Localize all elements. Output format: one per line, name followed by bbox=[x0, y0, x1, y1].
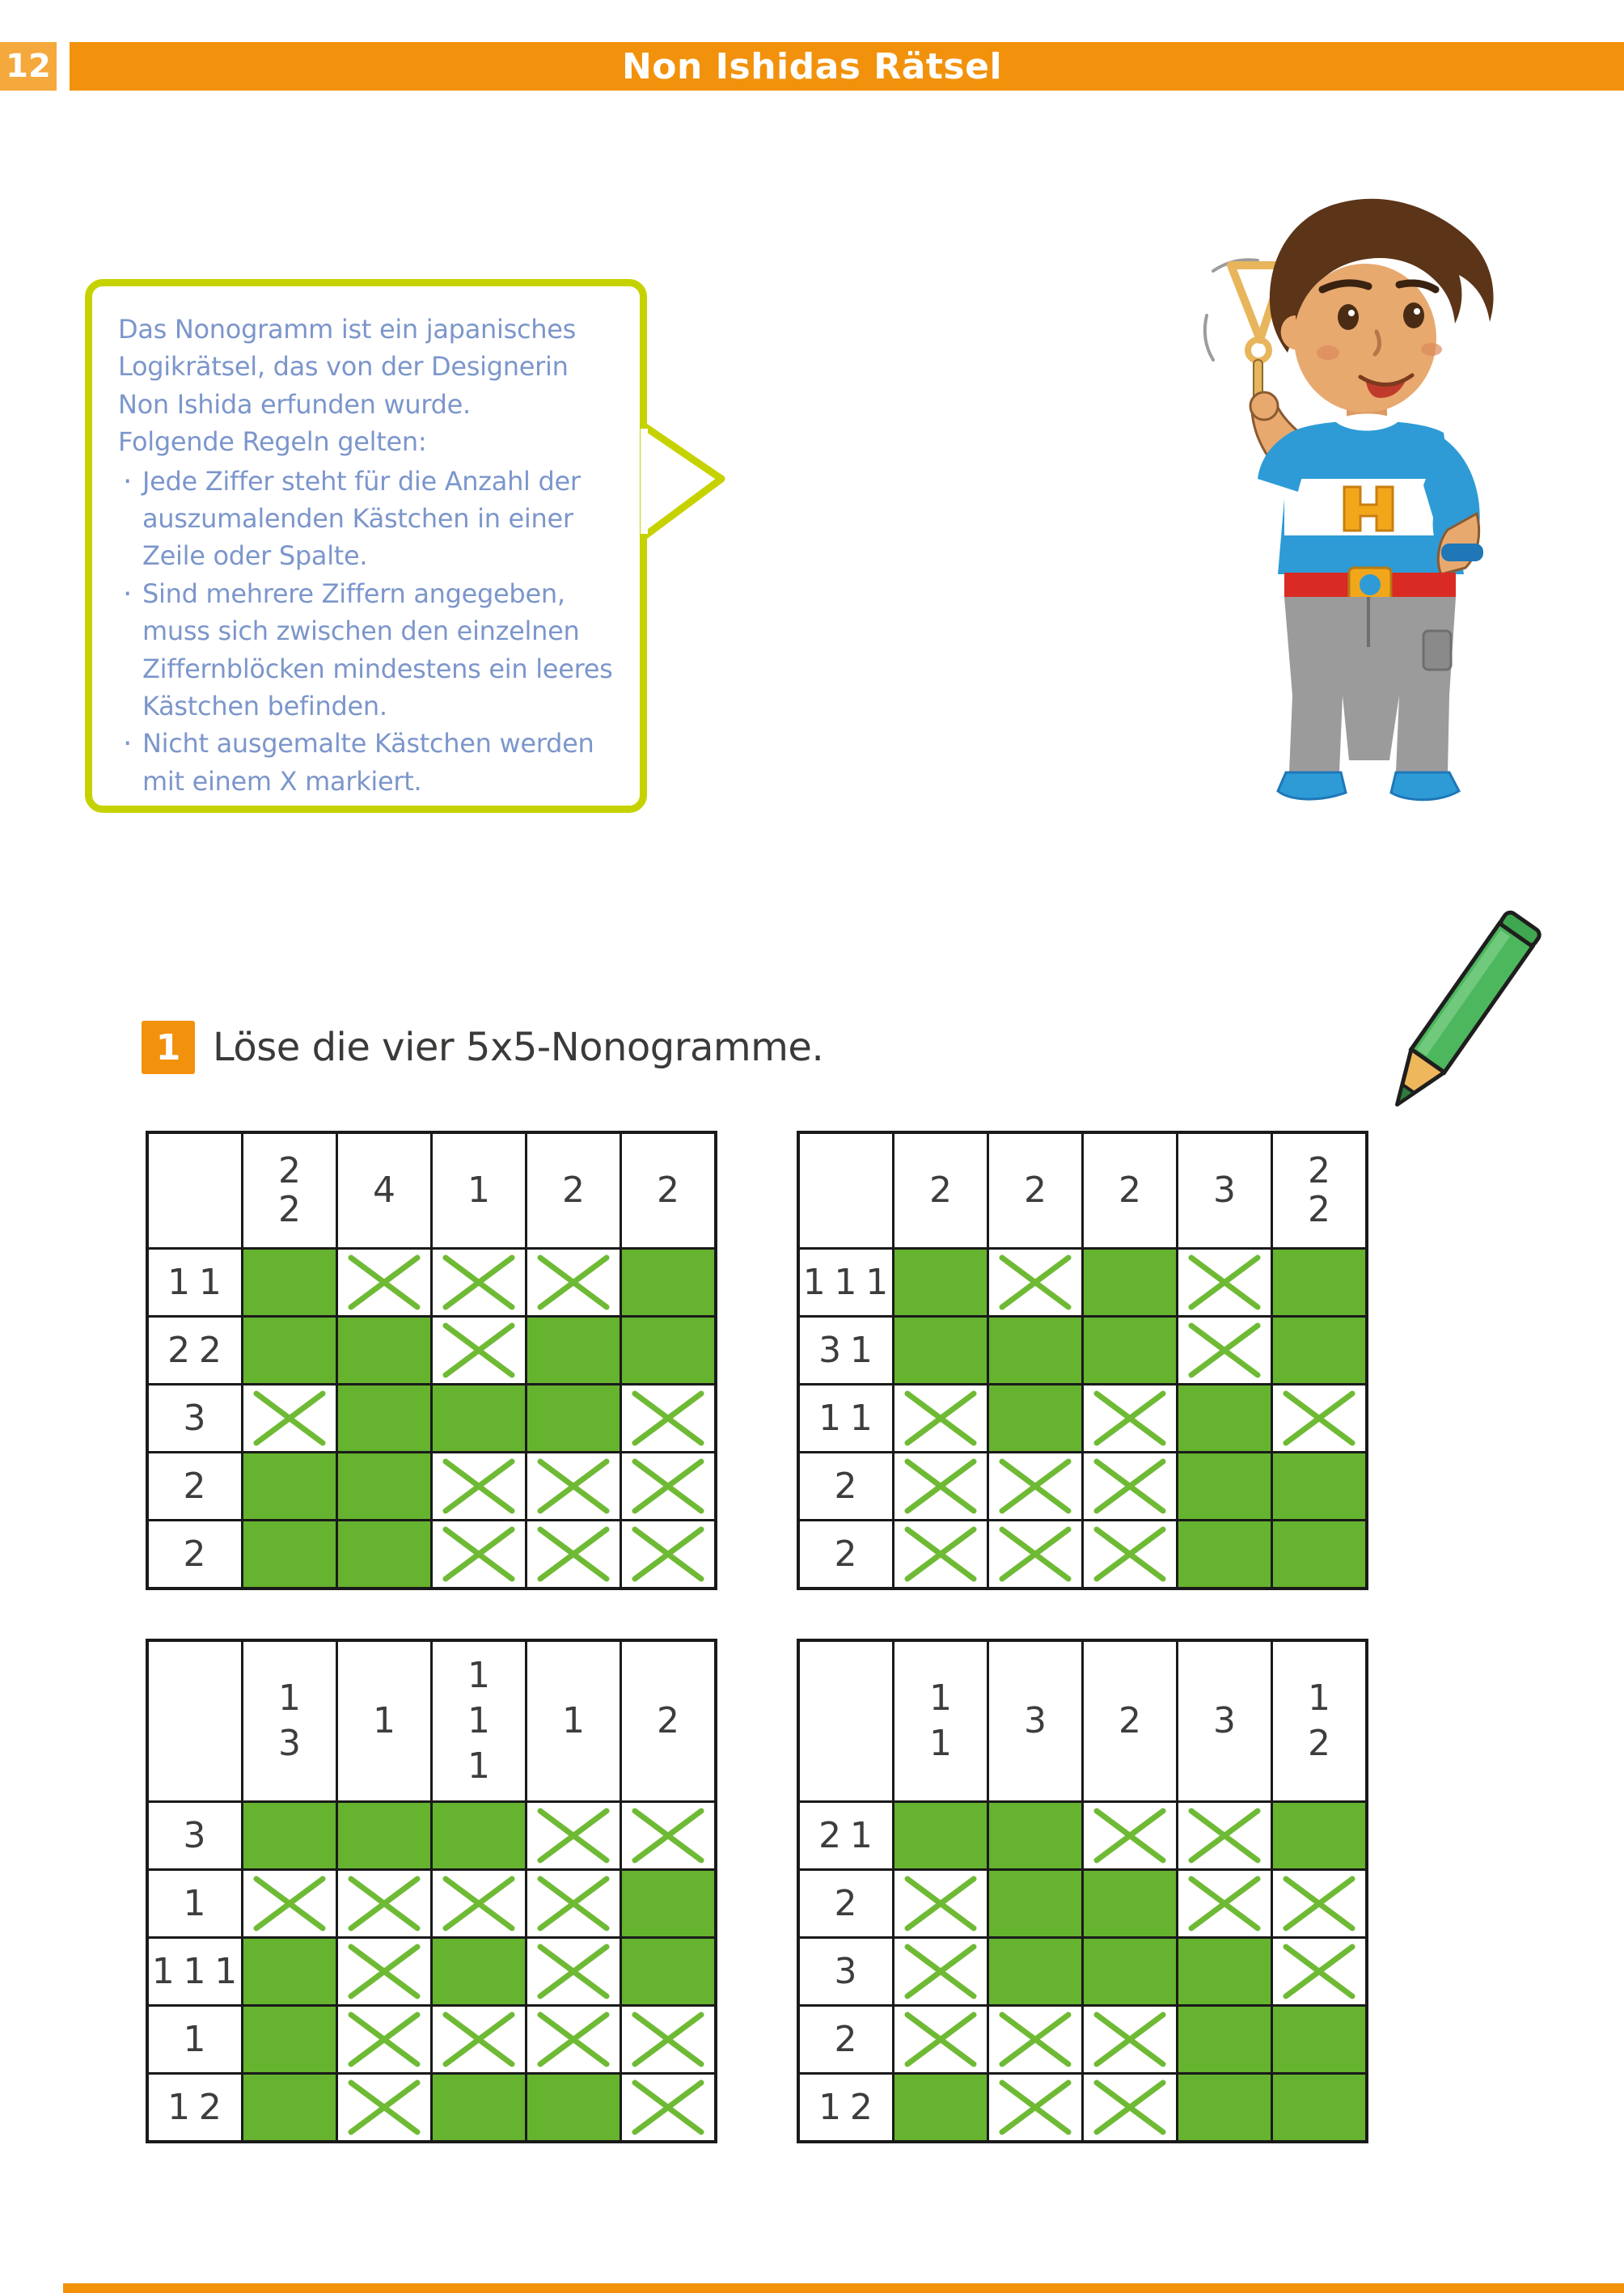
puzzle-cell[interactable] bbox=[622, 2075, 714, 2140]
puzzle-cell[interactable] bbox=[433, 1250, 525, 1315]
task-text: Löse die vier 5x5-Nonogramme. bbox=[213, 1025, 824, 1070]
puzzle-cell[interactable] bbox=[1084, 1453, 1176, 1519]
puzzle-cell[interactable] bbox=[527, 2075, 620, 2140]
col-clue: 1 1 1 bbox=[433, 1642, 525, 1800]
puzzle-cell[interactable] bbox=[989, 2007, 1081, 2072]
puzzle-cell[interactable] bbox=[1084, 2007, 1176, 2072]
col-clue: 1 bbox=[527, 1642, 620, 1800]
puzzle-cell[interactable] bbox=[243, 1453, 336, 1519]
col-clue: 2 2 bbox=[1273, 1134, 1365, 1247]
puzzle-cell[interactable] bbox=[527, 1939, 620, 2004]
col-clue: 1 1 bbox=[894, 1642, 987, 1800]
puzzle-cell[interactable] bbox=[1084, 1871, 1176, 1936]
puzzle-cell[interactable] bbox=[1178, 1803, 1271, 1868]
puzzle-cell[interactable] bbox=[527, 1318, 620, 1383]
puzzle-cell[interactable] bbox=[433, 2075, 525, 2140]
row-clue: 3 bbox=[800, 1939, 892, 2004]
row-clue: 1 1 1 bbox=[800, 1250, 892, 1315]
puzzle-cell[interactable] bbox=[243, 1318, 336, 1383]
col-clue: 4 bbox=[338, 1134, 430, 1247]
puzzle-cell[interactable] bbox=[894, 1386, 987, 1451]
row-clue: 1 bbox=[149, 1871, 241, 1936]
puzzle-cell[interactable] bbox=[1084, 2075, 1176, 2140]
puzzle-cell[interactable] bbox=[243, 1386, 336, 1451]
bubble-rule-item: · Sind mehrere Ziffern angegeben, muss sich zwischen den einzelnen Ziffernblöcken mindestens ein leeres Kästchen befinden. bbox=[118, 575, 615, 726]
puzzle-cell[interactable] bbox=[1178, 1871, 1271, 1936]
row-clue: 2 bbox=[800, 1871, 892, 1936]
puzzle-cell[interactable] bbox=[433, 2007, 525, 2072]
row-clue: 3 bbox=[149, 1386, 241, 1451]
bubble-rule-list bbox=[118, 463, 615, 801]
puzzle-cell[interactable] bbox=[527, 1250, 620, 1315]
puzzle-cell[interactable] bbox=[1178, 1386, 1271, 1451]
bubble-rule-item: · Jede Ziffer steht für die Anzahl der auszumalenden Kästchen in einer Zeile oder Spalte. bbox=[118, 463, 615, 575]
row-clue: 1 1 1 bbox=[149, 1939, 241, 2004]
puzzle-cell[interactable] bbox=[894, 2007, 987, 2072]
puzzle-cell[interactable] bbox=[894, 1871, 987, 1936]
puzzle-cell[interactable] bbox=[243, 2075, 336, 2140]
puzzle-cell[interactable] bbox=[1084, 1250, 1176, 1315]
grid-corner-cell bbox=[800, 1642, 892, 1800]
puzzle-cell[interactable] bbox=[338, 1250, 430, 1315]
row-clue: 3 1 bbox=[800, 1318, 892, 1383]
puzzle-cell[interactable] bbox=[622, 1803, 714, 1868]
row-clue: 2 bbox=[800, 1453, 892, 1519]
row-clue: 1 2 bbox=[149, 2075, 241, 2140]
puzzle-cell[interactable] bbox=[527, 1871, 620, 1936]
puzzle-cell[interactable] bbox=[527, 1521, 620, 1587]
puzzle-cell[interactable] bbox=[338, 1453, 430, 1519]
boy-illustration bbox=[1157, 194, 1512, 849]
nonogram-grid-4 bbox=[797, 1639, 1368, 2143]
puzzle-cell[interactable] bbox=[894, 1803, 987, 1868]
puzzle-cell[interactable] bbox=[1273, 1939, 1365, 2004]
row-clue: 3 bbox=[149, 1803, 241, 1868]
puzzle-cell[interactable] bbox=[433, 1453, 525, 1519]
puzzle-cell[interactable] bbox=[243, 1521, 336, 1587]
puzzle-cell[interactable] bbox=[1273, 1803, 1365, 1868]
puzzle-cell[interactable] bbox=[1084, 1939, 1176, 2004]
puzzle-cell[interactable] bbox=[622, 1453, 714, 1519]
pencil-icon bbox=[1367, 890, 1553, 1140]
puzzle-cell[interactable] bbox=[1178, 1453, 1271, 1519]
puzzle-cell[interactable] bbox=[1273, 2007, 1365, 2072]
nonogram-grid-1 bbox=[146, 1131, 717, 1590]
puzzle-cell[interactable] bbox=[1084, 1386, 1176, 1451]
puzzle-cell[interactable] bbox=[1178, 1250, 1271, 1315]
puzzle-cell[interactable] bbox=[338, 2075, 430, 2140]
puzzle-cell[interactable] bbox=[989, 1453, 1081, 1519]
col-clue: 1 bbox=[338, 1642, 430, 1800]
col-clue: 2 bbox=[527, 1134, 620, 1247]
col-clue: 2 bbox=[622, 1642, 714, 1800]
row-clue: 2 bbox=[149, 1521, 241, 1587]
puzzle-cell[interactable] bbox=[1084, 1803, 1176, 1868]
col-clue: 2 bbox=[989, 1134, 1081, 1247]
puzzle-cell[interactable] bbox=[433, 1803, 525, 1868]
puzzle-cell[interactable] bbox=[1178, 2075, 1271, 2140]
puzzle-cell[interactable] bbox=[338, 1803, 430, 1868]
nonogram-grid-3 bbox=[146, 1639, 717, 2143]
col-clue: 1 3 bbox=[243, 1642, 336, 1800]
row-clue: 2 2 bbox=[149, 1318, 241, 1383]
puzzle-cell[interactable] bbox=[989, 1250, 1081, 1315]
puzzle-cell[interactable] bbox=[1273, 1871, 1365, 1936]
puzzle-cell[interactable] bbox=[243, 2007, 336, 2072]
puzzle-cell[interactable] bbox=[1273, 1521, 1365, 1587]
puzzle-cell[interactable] bbox=[894, 1250, 987, 1315]
puzzle-cell[interactable] bbox=[338, 1318, 430, 1383]
puzzle-cell[interactable] bbox=[1273, 1386, 1365, 1451]
row-clue: 1 2 bbox=[800, 2075, 892, 2140]
puzzle-cell[interactable] bbox=[338, 2007, 430, 2072]
col-clue: 3 bbox=[1178, 1134, 1271, 1247]
puzzle-cell[interactable] bbox=[1084, 1521, 1176, 1587]
bubble-rules-heading: Folgende Regeln gelten: bbox=[118, 426, 427, 458]
page-number: 12 bbox=[0, 42, 57, 91]
puzzle-cell[interactable] bbox=[989, 1386, 1081, 1451]
row-clue: 1 bbox=[149, 2007, 241, 2072]
grid-corner-cell bbox=[149, 1642, 241, 1800]
puzzle-cell[interactable] bbox=[1178, 2007, 1271, 2072]
puzzle-cell[interactable] bbox=[622, 2007, 714, 2072]
puzzle-cell[interactable] bbox=[527, 1386, 620, 1451]
speech-bubble-pointer-icon bbox=[641, 421, 730, 542]
grid-corner-cell bbox=[800, 1134, 892, 1247]
puzzle-cell[interactable] bbox=[433, 1939, 525, 2004]
puzzle-cell[interactable] bbox=[894, 1453, 987, 1519]
row-clue: 2 1 bbox=[800, 1803, 892, 1868]
row-clue: 2 bbox=[800, 2007, 892, 2072]
col-clue: 2 bbox=[1084, 1134, 1176, 1247]
puzzle-cell[interactable] bbox=[622, 1250, 714, 1315]
puzzle-cell[interactable] bbox=[989, 2075, 1081, 2140]
puzzle-cell[interactable] bbox=[243, 1871, 336, 1936]
grid-corner-cell bbox=[149, 1134, 241, 1247]
speech-bubble bbox=[85, 279, 647, 813]
col-clue: 2 bbox=[1084, 1642, 1176, 1800]
puzzle-cell[interactable] bbox=[1273, 1318, 1365, 1383]
puzzle-cell[interactable] bbox=[433, 1521, 525, 1587]
puzzle-cell[interactable] bbox=[622, 1939, 714, 2004]
row-clue: 1 1 bbox=[149, 1250, 241, 1315]
nonogram-grid-2 bbox=[797, 1131, 1368, 1590]
puzzle-cell[interactable] bbox=[1084, 1318, 1176, 1383]
puzzle-cell[interactable] bbox=[1178, 1318, 1271, 1383]
puzzle-cell[interactable] bbox=[338, 1386, 430, 1451]
puzzle-cell[interactable] bbox=[243, 1250, 336, 1315]
puzzle-cell[interactable] bbox=[433, 1318, 525, 1383]
puzzle-cell[interactable] bbox=[622, 1318, 714, 1383]
puzzle-cell[interactable] bbox=[527, 1453, 620, 1519]
puzzle-cell[interactable] bbox=[527, 1803, 620, 1868]
col-clue: 2 2 bbox=[243, 1134, 336, 1247]
col-clue: 1 bbox=[433, 1134, 525, 1247]
puzzle-cell[interactable] bbox=[622, 1386, 714, 1451]
puzzle-cell[interactable] bbox=[622, 1521, 714, 1587]
puzzle-cell[interactable] bbox=[243, 1803, 336, 1868]
puzzle-cell[interactable] bbox=[894, 2075, 987, 2140]
puzzle-cell[interactable] bbox=[622, 1871, 714, 1936]
row-clue: 2 bbox=[149, 1453, 241, 1519]
bottom-accent-bar bbox=[63, 2283, 1624, 2293]
puzzle-cell[interactable] bbox=[527, 2007, 620, 2072]
puzzle-cell[interactable] bbox=[894, 1318, 987, 1383]
col-clue: 2 bbox=[622, 1134, 714, 1247]
puzzle-cell[interactable] bbox=[989, 1521, 1081, 1587]
col-clue: 2 bbox=[894, 1134, 987, 1247]
bubble-intro: Das Nonogramm ist ein japanisches Logikrätsel, das von der Designerin Non Ishida erfunden wurde. bbox=[118, 314, 576, 420]
puzzle-cell[interactable] bbox=[894, 1521, 987, 1587]
puzzle-cell[interactable] bbox=[1273, 1250, 1365, 1315]
puzzle-cell[interactable] bbox=[1178, 1939, 1271, 2004]
col-clue: 1 2 bbox=[1273, 1642, 1365, 1800]
puzzle-cell[interactable] bbox=[989, 1803, 1081, 1868]
puzzle-cell[interactable] bbox=[338, 1939, 430, 2004]
bubble-rule-item: · Nicht ausgemalte Kästchen werden mit einem X markiert. bbox=[118, 725, 615, 800]
puzzle-cell[interactable] bbox=[1178, 1521, 1271, 1587]
puzzle-cell[interactable] bbox=[989, 1871, 1081, 1936]
page-title: Non Ishidas Rätsel bbox=[621, 45, 1003, 87]
puzzle-cell[interactable] bbox=[338, 1521, 430, 1587]
puzzle-cell[interactable] bbox=[338, 1871, 430, 1936]
puzzle-cell[interactable] bbox=[989, 1318, 1081, 1383]
puzzle-cell[interactable] bbox=[1273, 1453, 1365, 1519]
puzzle-cell[interactable] bbox=[1273, 2075, 1365, 2140]
puzzle-cell[interactable] bbox=[989, 1939, 1081, 2004]
task-number-badge: 1 bbox=[142, 1021, 195, 1074]
puzzle-cell[interactable] bbox=[433, 1871, 525, 1936]
puzzle-cell[interactable] bbox=[433, 1386, 525, 1451]
row-clue: 1 1 bbox=[800, 1386, 892, 1451]
col-clue: 3 bbox=[1178, 1642, 1271, 1800]
puzzle-cell[interactable] bbox=[894, 1939, 987, 2004]
row-clue: 2 bbox=[800, 1521, 892, 1587]
col-clue: 3 bbox=[989, 1642, 1081, 1800]
puzzle-cell[interactable] bbox=[243, 1939, 336, 2004]
